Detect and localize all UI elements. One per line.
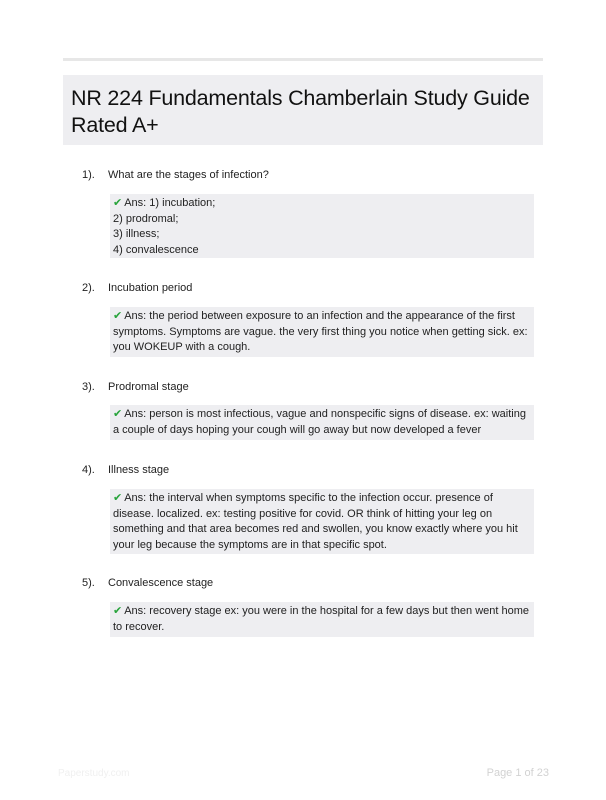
footer-watermark: Paperstudy.com	[58, 768, 130, 779]
check-icon: ✔	[113, 310, 123, 322]
question-number: 3).	[82, 381, 95, 393]
question-number: 4).	[82, 464, 95, 476]
page-number: Page 1 of 23	[486, 767, 549, 779]
question-text: Prodromal stage	[108, 381, 189, 393]
check-icon: ✔	[113, 605, 123, 617]
question-number: 5).	[82, 577, 95, 589]
answer-box	[110, 489, 534, 554]
question-number: 1).	[82, 169, 95, 181]
answer-text: Ans: 1) incubation;	[124, 197, 216, 209]
answer-box	[110, 194, 534, 258]
answer-text: Ans: person is most infectious, vague and nonspecific signs of disease. ex: waiting a couple of days hoping your cough will go away but now developed a fever	[113, 408, 526, 436]
question-number: 2).	[82, 282, 95, 294]
page-title: NR 224 Fundamentals Chamberlain Study Guide Rated A+	[71, 86, 530, 137]
answer-text: Ans: the period between exposure to an infection and the appearance of the first symptoms. Symptoms are vague. the very first thing you notice when getting sick. ex: you WOKEUP with a cough.	[113, 310, 528, 353]
answer-text: Ans: the interval when symptoms specific to the infection occur. presence of disease. localized. ex: testing positive for covid. OR think of hitting your leg on something and that area becomes red and swollen, you know exactly where you hit your leg because the symptoms are in that specific spot.	[113, 492, 518, 551]
answer-text: 2) prodromal;	[113, 212, 179, 225]
check-icon: ✔	[113, 492, 123, 504]
answer-box	[110, 405, 534, 440]
check-icon: ✔	[113, 197, 123, 209]
question-text: Incubation period	[108, 282, 193, 294]
top-divider	[63, 58, 543, 61]
answer-text: 4) convalescence	[113, 243, 199, 256]
title-banner	[63, 75, 543, 145]
answer-box	[110, 307, 534, 357]
question-text: Convalescence stage	[108, 577, 214, 589]
check-icon: ✔	[113, 408, 123, 420]
answer-text: 3) illness;	[113, 228, 160, 240]
answer-text: Ans: recovery stage ex: you were in the hospital for a few days but then went home to recover.	[113, 605, 529, 633]
question-text: Illness stage	[108, 464, 170, 476]
answer-box	[110, 602, 534, 637]
question-text: What are the stages of infection?	[108, 169, 269, 181]
